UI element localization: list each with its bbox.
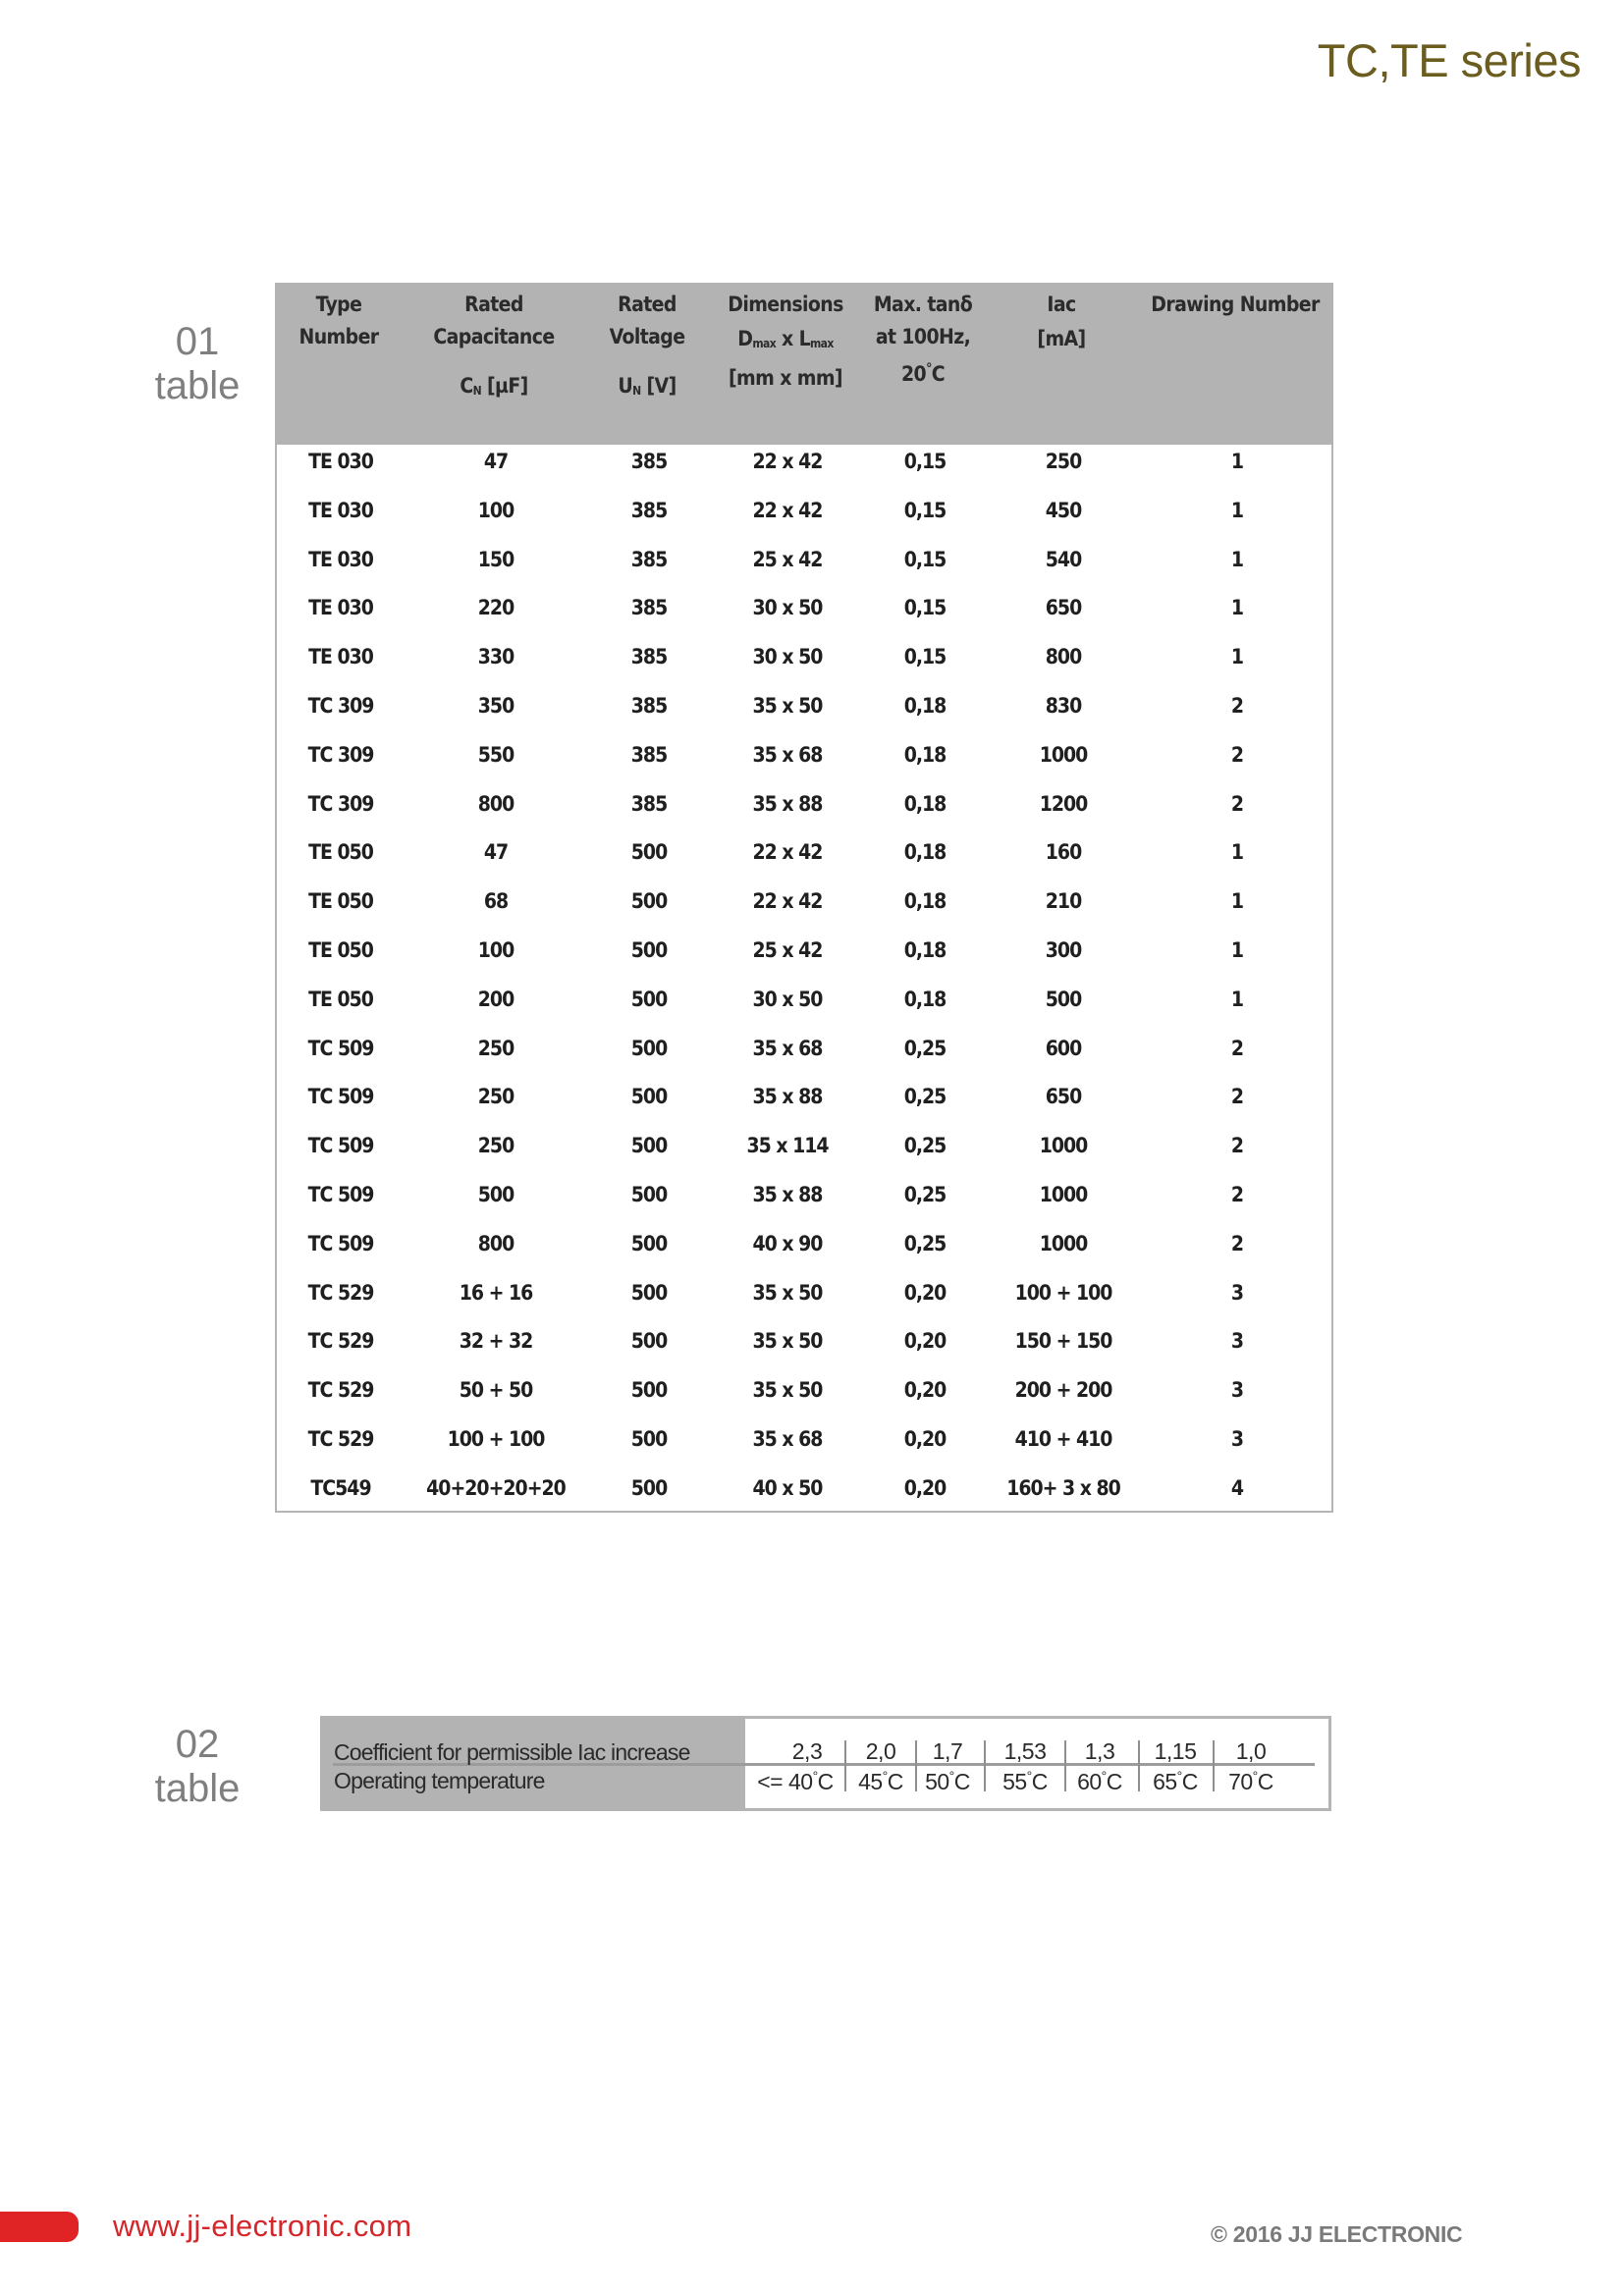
column-separator bbox=[1213, 1740, 1215, 1791]
cell-type-number: TC 309 bbox=[307, 694, 374, 718]
cell-capacitance: 500 bbox=[477, 1183, 514, 1206]
cell-type-number: TC 529 bbox=[307, 1329, 374, 1354]
cell-tan-delta: 0,18 bbox=[903, 938, 947, 962]
cell-type-number: TE 030 bbox=[308, 596, 373, 620]
header-temp bbox=[874, 353, 972, 391]
cell-dimensions: 22 x 42 bbox=[752, 450, 823, 473]
degree-symbol: ° bbox=[926, 361, 932, 377]
degree-symbol: ° bbox=[1176, 1768, 1182, 1784]
column-separator bbox=[915, 1740, 917, 1791]
table-row bbox=[277, 496, 1331, 545]
cell-tan-delta: 0,15 bbox=[903, 645, 947, 669]
cell-drawing-number: 4 bbox=[1230, 1475, 1244, 1500]
cell-drawing-number: 1 bbox=[1230, 498, 1244, 522]
header-dim-formula bbox=[728, 323, 843, 360]
cell-type-number: TC 509 bbox=[307, 1134, 374, 1158]
cell-dimensions: 30 x 50 bbox=[752, 596, 823, 620]
header-temp-value: 20 bbox=[900, 362, 927, 386]
column-separator bbox=[1138, 1740, 1140, 1791]
cell-tan-delta: 0,15 bbox=[903, 547, 947, 571]
cell-voltage: 500 bbox=[630, 987, 668, 1011]
header-subscript: max bbox=[810, 337, 834, 350]
header-voltage bbox=[610, 289, 685, 407]
header-symbol: U bbox=[618, 374, 633, 398]
cell-dimensions: 35 x 50 bbox=[752, 1280, 823, 1305]
cell-drawing-number: 3 bbox=[1230, 1378, 1244, 1403]
section-caption: table bbox=[154, 364, 241, 407]
header-symbol: x L bbox=[776, 327, 811, 350]
temperature-value bbox=[1077, 1768, 1122, 1795]
cell-type-number: TC 509 bbox=[307, 1085, 374, 1109]
header-text: at 100Hz, bbox=[875, 325, 971, 348]
cell-iac: 650 bbox=[1045, 1085, 1082, 1109]
cell-drawing-number: 3 bbox=[1230, 1427, 1244, 1451]
degree-symbol: ° bbox=[1101, 1768, 1107, 1784]
cell-voltage: 385 bbox=[630, 498, 668, 522]
cell-voltage: 500 bbox=[630, 1231, 668, 1255]
cell-tan-delta: 0,18 bbox=[903, 694, 947, 718]
website-link[interactable]: www.jj-electronic.com bbox=[113, 2209, 412, 2243]
header-text: Voltage bbox=[609, 325, 685, 348]
cell-capacitance: 100 bbox=[477, 938, 514, 962]
temperature-number: 65 bbox=[1153, 1769, 1177, 1794]
cell-voltage: 500 bbox=[630, 938, 668, 962]
cell-iac: 600 bbox=[1045, 1036, 1082, 1060]
coefficient-value: 1,3 bbox=[1084, 1738, 1115, 1764]
cell-dimensions: 30 x 50 bbox=[752, 987, 823, 1011]
header-text: Type bbox=[315, 293, 362, 316]
cell-iac: 410 + 410 bbox=[1014, 1427, 1112, 1451]
cell-capacitance: 16 + 16 bbox=[459, 1280, 533, 1305]
table-row bbox=[277, 1375, 1331, 1424]
temperature-unit: C bbox=[1031, 1769, 1048, 1794]
cell-iac: 500 bbox=[1045, 987, 1082, 1011]
header-type-number bbox=[298, 289, 378, 353]
cell-iac: 540 bbox=[1045, 547, 1082, 571]
cell-type-number: TE 030 bbox=[308, 498, 373, 522]
cell-voltage: 385 bbox=[630, 694, 668, 718]
header-unit bbox=[433, 370, 554, 407]
cell-voltage: 500 bbox=[630, 1280, 668, 1305]
cell-type-number: TC 529 bbox=[307, 1280, 374, 1305]
table-row bbox=[277, 1131, 1331, 1180]
header-unit: [mm x mm] bbox=[729, 366, 842, 390]
cell-tan-delta: 0,20 bbox=[903, 1329, 947, 1354]
cell-voltage: 500 bbox=[630, 1378, 668, 1403]
coefficient-value: 1,7 bbox=[932, 1738, 963, 1764]
cell-capacitance: 100 bbox=[477, 498, 514, 522]
cell-iac: 1000 bbox=[1039, 1134, 1088, 1158]
cell-drawing-number: 2 bbox=[1230, 1183, 1244, 1206]
cell-drawing-number: 2 bbox=[1230, 694, 1244, 718]
temperature-value bbox=[1002, 1768, 1048, 1795]
cell-type-number: TC 509 bbox=[307, 1036, 374, 1060]
table-row bbox=[277, 837, 1331, 886]
cell-dimensions: 35 x 50 bbox=[752, 1329, 823, 1354]
cell-dimensions: 30 x 50 bbox=[752, 645, 823, 669]
cell-tan-delta: 0,18 bbox=[903, 791, 947, 816]
cell-drawing-number: 1 bbox=[1230, 645, 1244, 669]
cell-dimensions: 25 x 42 bbox=[752, 938, 823, 962]
section-caption: table bbox=[154, 1767, 241, 1810]
cell-dimensions: 35 x 50 bbox=[752, 1378, 823, 1403]
coefficient-value: 2,0 bbox=[865, 1738, 896, 1764]
header-unit: [mA] bbox=[1037, 327, 1086, 350]
cell-tan-delta: 0,20 bbox=[903, 1280, 947, 1305]
cell-drawing-number: 2 bbox=[1230, 1134, 1244, 1158]
temperature-coefficient-table bbox=[320, 1716, 1331, 1811]
cell-iac: 1200 bbox=[1039, 791, 1088, 816]
cell-capacitance: 50 + 50 bbox=[459, 1378, 533, 1403]
cell-drawing-number: 2 bbox=[1230, 1231, 1244, 1255]
cell-type-number: TC549 bbox=[310, 1475, 371, 1500]
cell-drawing-number: 1 bbox=[1230, 889, 1244, 914]
cell-tan-delta: 0,15 bbox=[903, 596, 947, 620]
cell-voltage: 385 bbox=[630, 645, 668, 669]
cell-voltage: 500 bbox=[630, 1475, 668, 1500]
temperature-number: 70 bbox=[1228, 1769, 1253, 1794]
cell-tan-delta: 0,18 bbox=[903, 987, 947, 1011]
header-unit-text: [µF] bbox=[481, 374, 528, 398]
cell-dimensions: 35 x 88 bbox=[752, 791, 823, 816]
cell-capacitance: 47 bbox=[483, 840, 509, 865]
table-row bbox=[277, 545, 1331, 594]
cell-dimensions: 35 x 114 bbox=[746, 1134, 829, 1158]
cell-type-number: TC 529 bbox=[307, 1378, 374, 1403]
table-row bbox=[277, 593, 1331, 642]
cell-capacitance: 68 bbox=[483, 889, 509, 914]
cell-iac: 100 + 100 bbox=[1014, 1280, 1112, 1305]
series-title: TC,TE series bbox=[1317, 34, 1581, 86]
section-label-table-2 bbox=[124, 1723, 271, 1811]
cell-drawing-number: 1 bbox=[1230, 840, 1244, 865]
header-drawing-number bbox=[1151, 289, 1319, 321]
cell-tan-delta: 0,18 bbox=[903, 889, 947, 914]
cell-drawing-number: 2 bbox=[1230, 791, 1244, 816]
cell-capacitance: 250 bbox=[477, 1036, 514, 1060]
header-tan-delta bbox=[874, 289, 972, 391]
temperature-number: 55 bbox=[1002, 1769, 1027, 1794]
cell-iac: 830 bbox=[1045, 694, 1082, 718]
header-text: Iac bbox=[1047, 293, 1076, 316]
header-temp-unit: C bbox=[931, 362, 946, 386]
cell-capacitance: 100 + 100 bbox=[447, 1427, 545, 1451]
coefficient-value: 1,53 bbox=[1003, 1738, 1047, 1764]
cell-type-number: TE 050 bbox=[308, 987, 373, 1011]
cell-voltage: 500 bbox=[630, 1427, 668, 1451]
degree-symbol: ° bbox=[1026, 1768, 1032, 1784]
cell-voltage: 500 bbox=[630, 1329, 668, 1354]
cell-drawing-number: 3 bbox=[1230, 1280, 1244, 1305]
header-capacitance bbox=[433, 289, 554, 407]
header-text: Rated bbox=[618, 293, 677, 316]
header-dimensions bbox=[728, 289, 843, 395]
cell-iac: 150 + 150 bbox=[1014, 1329, 1112, 1354]
cell-type-number: TC 309 bbox=[307, 742, 374, 767]
cell-tan-delta: 0,25 bbox=[903, 1134, 947, 1158]
degree-symbol: ° bbox=[948, 1768, 954, 1784]
capacitor-spec-table bbox=[275, 283, 1333, 1513]
header-unit-text: [V] bbox=[640, 374, 677, 398]
table-row bbox=[277, 1082, 1331, 1131]
temperature-unit: C bbox=[1257, 1769, 1273, 1794]
cell-voltage: 500 bbox=[630, 1085, 668, 1109]
table-row bbox=[277, 1424, 1331, 1473]
temperature-number: 45 bbox=[858, 1769, 883, 1794]
table-row bbox=[277, 740, 1331, 789]
cell-dimensions: 22 x 42 bbox=[752, 840, 823, 865]
cell-capacitance: 220 bbox=[477, 596, 514, 620]
cell-tan-delta: 0,20 bbox=[903, 1475, 947, 1500]
table-row bbox=[277, 1180, 1331, 1229]
column-separator bbox=[844, 1740, 846, 1791]
cell-capacitance: 550 bbox=[477, 742, 514, 767]
table-row bbox=[277, 1326, 1331, 1375]
degree-symbol: ° bbox=[812, 1768, 818, 1784]
temperature-value bbox=[858, 1768, 903, 1795]
temperature-number: 40 bbox=[787, 1769, 813, 1794]
temperature-unit: C bbox=[953, 1769, 970, 1794]
cell-capacitance: 47 bbox=[483, 450, 509, 473]
cell-drawing-number: 1 bbox=[1230, 547, 1244, 571]
cell-voltage: 385 bbox=[630, 596, 668, 620]
column-separator bbox=[984, 1740, 986, 1791]
cell-drawing-number: 3 bbox=[1230, 1329, 1244, 1354]
cell-tan-delta: 0,25 bbox=[903, 1085, 947, 1109]
cell-type-number: TE 050 bbox=[308, 938, 373, 962]
cell-dimensions: 35 x 68 bbox=[752, 742, 823, 767]
cell-iac: 250 bbox=[1045, 450, 1082, 473]
cell-dimensions: 35 x 68 bbox=[752, 1427, 823, 1451]
cell-type-number: TE 030 bbox=[308, 645, 373, 669]
table-row bbox=[277, 1278, 1331, 1327]
column-separator bbox=[1064, 1740, 1066, 1791]
cell-dimensions: 40 x 50 bbox=[752, 1475, 823, 1500]
cell-type-number: TC 509 bbox=[307, 1183, 374, 1206]
cell-iac: 800 bbox=[1045, 645, 1082, 669]
cell-drawing-number: 2 bbox=[1230, 1085, 1244, 1109]
cell-dimensions: 35 x 50 bbox=[752, 694, 823, 718]
cell-dimensions: 40 x 90 bbox=[752, 1231, 823, 1255]
cell-capacitance: 32 + 32 bbox=[459, 1329, 533, 1354]
cell-voltage: 500 bbox=[630, 1183, 668, 1206]
table-row bbox=[277, 1034, 1331, 1083]
temperature-value bbox=[925, 1768, 970, 1795]
table-row bbox=[277, 1229, 1331, 1278]
cell-dimensions: 35 x 88 bbox=[752, 1085, 823, 1109]
temperature-value bbox=[1153, 1768, 1198, 1795]
header-text: Dimensions bbox=[728, 293, 843, 316]
cell-tan-delta: 0,25 bbox=[903, 1231, 947, 1255]
cell-drawing-number: 2 bbox=[1230, 1036, 1244, 1060]
cell-iac: 1000 bbox=[1039, 742, 1088, 767]
header-symbol: D bbox=[737, 327, 753, 350]
cell-type-number: TE 050 bbox=[308, 840, 373, 865]
table-row bbox=[277, 985, 1331, 1034]
cell-voltage: 500 bbox=[630, 1036, 668, 1060]
cell-iac: 450 bbox=[1045, 498, 1082, 522]
footer-accent-bar bbox=[0, 2212, 79, 2242]
header-subscript: N bbox=[632, 384, 641, 398]
cell-capacitance: 350 bbox=[477, 694, 514, 718]
cell-capacitance: 250 bbox=[477, 1085, 514, 1109]
cell-iac: 210 bbox=[1045, 889, 1082, 914]
table-row bbox=[277, 1473, 1331, 1522]
section-number: 01 bbox=[175, 320, 220, 363]
cell-iac: 200 + 200 bbox=[1014, 1378, 1112, 1403]
degree-symbol: ° bbox=[1252, 1768, 1258, 1784]
cell-drawing-number: 1 bbox=[1230, 938, 1244, 962]
header-text: Rated bbox=[464, 293, 523, 316]
cell-voltage: 385 bbox=[630, 450, 668, 473]
cell-type-number: TC 309 bbox=[307, 791, 374, 816]
temperature-value bbox=[1228, 1768, 1273, 1795]
cell-capacitance: 250 bbox=[477, 1134, 514, 1158]
cell-iac: 1000 bbox=[1039, 1231, 1088, 1255]
cell-iac: 1000 bbox=[1039, 1183, 1088, 1206]
header-text: Drawing Number bbox=[1151, 293, 1320, 316]
cell-tan-delta: 0,25 bbox=[903, 1036, 947, 1060]
cell-dimensions: 22 x 42 bbox=[752, 889, 823, 914]
cell-iac: 300 bbox=[1045, 938, 1082, 962]
cell-tan-delta: 0,20 bbox=[903, 1378, 947, 1403]
temperature-row-label: Operating temperature bbox=[334, 1768, 545, 1793]
coefficient-value: 1,15 bbox=[1154, 1738, 1197, 1764]
temperature-unit: C bbox=[1181, 1769, 1198, 1794]
header-text: Number bbox=[298, 325, 379, 348]
cell-voltage: 500 bbox=[630, 840, 668, 865]
header-text: Capacitance bbox=[433, 325, 555, 348]
cell-capacitance: 200 bbox=[477, 987, 514, 1011]
header-subscript: max bbox=[752, 337, 777, 350]
temperature-unit: C bbox=[1106, 1769, 1122, 1794]
cell-voltage: 385 bbox=[630, 791, 668, 816]
cell-type-number: TC 529 bbox=[307, 1427, 374, 1451]
cell-iac: 160 bbox=[1045, 840, 1082, 865]
section-number: 02 bbox=[175, 1723, 220, 1766]
cell-tan-delta: 0,18 bbox=[903, 742, 947, 767]
cell-capacitance: 150 bbox=[477, 547, 514, 571]
cell-dimensions: 35 x 68 bbox=[752, 1036, 823, 1060]
cell-drawing-number: 1 bbox=[1230, 987, 1244, 1011]
cell-drawing-number: 1 bbox=[1230, 450, 1244, 473]
coefficient-value: 2,3 bbox=[791, 1738, 823, 1764]
cell-capacitance: 800 bbox=[477, 1231, 514, 1255]
cell-iac: 650 bbox=[1045, 596, 1082, 620]
table-row bbox=[277, 691, 1331, 740]
copyright-text: © 2016 JJ ELECTRONIC bbox=[1211, 2221, 1463, 2247]
table-row bbox=[277, 642, 1331, 691]
cell-drawing-number: 2 bbox=[1230, 742, 1244, 767]
header-iac bbox=[1037, 289, 1085, 355]
temperature-prefix: <= bbox=[757, 1769, 788, 1794]
temperature-value bbox=[757, 1768, 834, 1795]
table-row bbox=[277, 447, 1331, 496]
cell-voltage: 385 bbox=[630, 742, 668, 767]
cell-capacitance: 40+20+20+20 bbox=[426, 1475, 566, 1500]
cell-voltage: 500 bbox=[630, 1134, 668, 1158]
cell-tan-delta: 0,18 bbox=[903, 840, 947, 865]
section-label-table-1 bbox=[124, 320, 271, 408]
table-row bbox=[277, 886, 1331, 935]
cell-capacitance: 800 bbox=[477, 791, 514, 816]
cell-type-number: TE 030 bbox=[308, 547, 373, 571]
header-unit bbox=[610, 370, 685, 407]
header-symbol: C bbox=[460, 374, 473, 398]
cell-dimensions: 25 x 42 bbox=[752, 547, 823, 571]
table-header bbox=[275, 283, 1333, 445]
temperature-number: 50 bbox=[925, 1769, 949, 1794]
cell-iac: 160+ 3 x 80 bbox=[1006, 1475, 1120, 1500]
cell-type-number: TE 050 bbox=[308, 889, 373, 914]
table-row bbox=[277, 935, 1331, 985]
cell-tan-delta: 0,20 bbox=[903, 1427, 947, 1451]
cell-voltage: 500 bbox=[630, 889, 668, 914]
coefficient-value: 1,0 bbox=[1235, 1738, 1267, 1764]
cell-tan-delta: 0,25 bbox=[903, 1183, 947, 1206]
header-text: Max. tanδ bbox=[873, 293, 973, 316]
cell-voltage: 385 bbox=[630, 547, 668, 571]
temperature-unit: C bbox=[887, 1769, 903, 1794]
temperature-unit: C bbox=[817, 1769, 834, 1794]
cell-dimensions: 35 x 88 bbox=[752, 1183, 823, 1206]
degree-symbol: ° bbox=[882, 1768, 888, 1784]
cell-type-number: TC 509 bbox=[307, 1231, 374, 1255]
cell-capacitance: 330 bbox=[477, 645, 514, 669]
cell-drawing-number: 1 bbox=[1230, 596, 1244, 620]
coefficient-row-label: Coefficient for permissible Iac increase bbox=[334, 1739, 690, 1765]
cell-type-number: TE 030 bbox=[308, 450, 373, 473]
temperature-number: 60 bbox=[1077, 1769, 1102, 1794]
table-row bbox=[277, 789, 1331, 838]
cell-dimensions: 22 x 42 bbox=[752, 498, 823, 522]
header-subscript: N bbox=[472, 384, 482, 398]
cell-tan-delta: 0,15 bbox=[903, 450, 947, 473]
cell-tan-delta: 0,15 bbox=[903, 498, 947, 522]
